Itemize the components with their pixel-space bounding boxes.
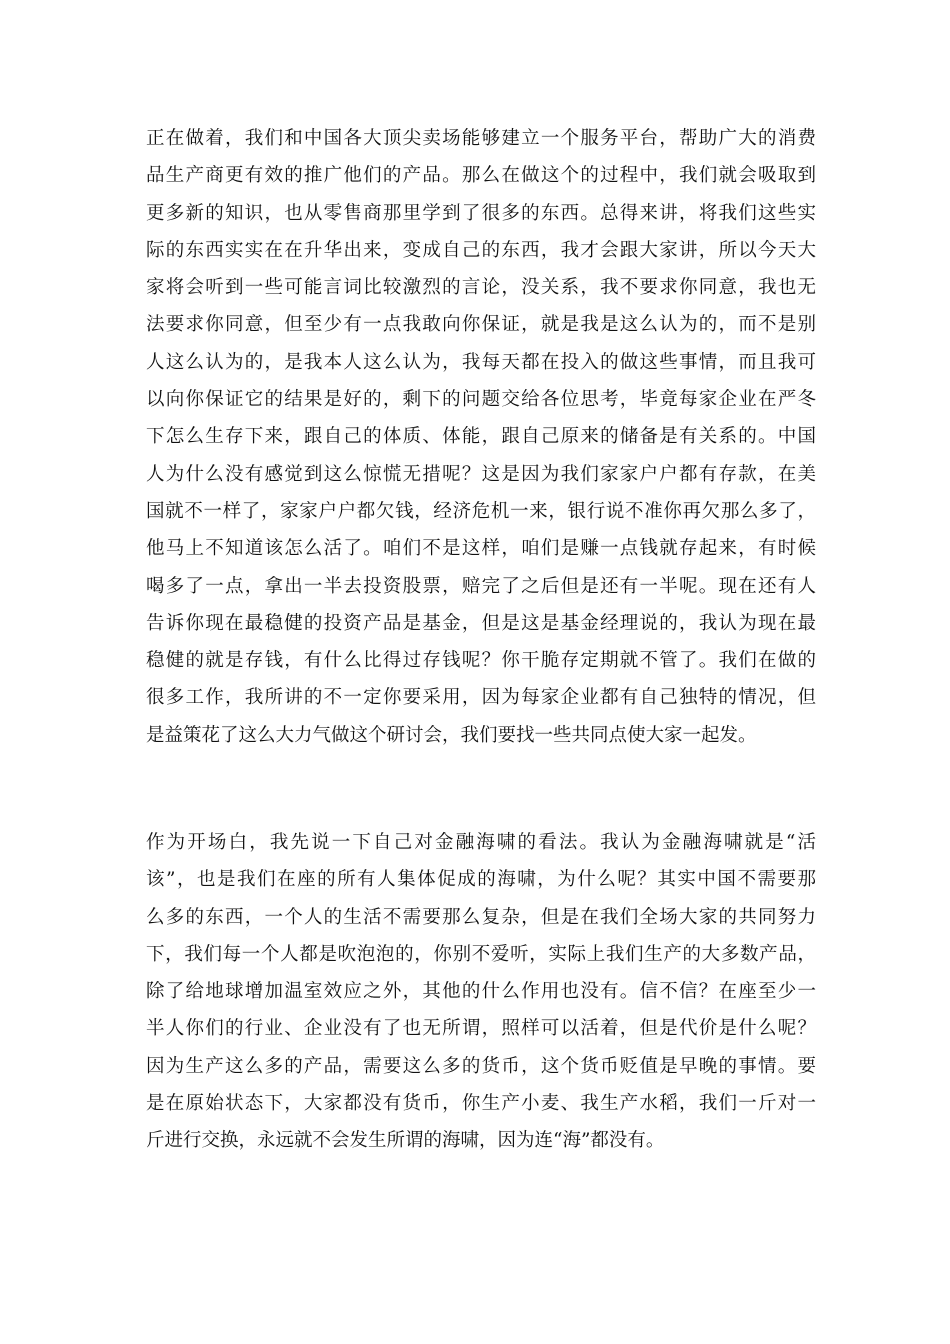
text-line: 是益策花了这么大力气做这个研讨会，我们要找一些共同点使大家一起发。 <box>146 724 757 746</box>
text-line: 法要求你同意，但至少有一点我敢向你保证，就是我是这么认为的，而不是别 <box>146 314 816 336</box>
text-line: 是在原始状态下，大家都没有货币，你生产小麦、我生产水稻，我们一斤对一 <box>146 1093 816 1115</box>
text-line: 家将会听到一些可能言词比较激烈的言论，没关系，我不要求你同意，我也无 <box>146 277 816 299</box>
text-line: 际的东西实实在在升华出来，变成自己的东西，我才会跟大家讲，所以今天大 <box>146 239 816 261</box>
text-line: 他马上不知道该怎么活了。咱们不是这样，咱们是赚一点钱就存起来，有时候 <box>146 538 816 560</box>
text-line: 该”，也是我们在座的所有人集体促成的海啸，为什么呢？其实中国不需要那 <box>146 869 816 891</box>
text-line: 很多工作，我所讲的不一定你要采用，因为每家企业都有自己独特的情况，但 <box>146 687 816 709</box>
text-line: 以向你保证它的结果是好的，剩下的问题交给各位思考，毕竟每家企业在严冬 <box>146 389 816 411</box>
text-line: 人这么认为的，是我本人这么认为，我每天都在投入的做这些事情，而且我可 <box>146 351 816 373</box>
text-line: 人为什么没有感觉到这么惊慌无措呢？这是因为我们家家户户都有存款，在美 <box>146 463 816 485</box>
text-line: 斤进行交换，永远就不会发生所谓的海啸，因为连“海”都没有。 <box>146 1130 665 1152</box>
text-line: 因为生产这么多的产品，需要这么多的货币，这个货币贬值是早晚的事情。要 <box>146 1055 816 1077</box>
text-line: 正在做着，我们和中国各大顶尖卖场能够建立一个服务平台，帮助广大的消费 <box>146 128 816 149</box>
text-line: 下，我们每一个人都是吹泡泡的，你别不爱听，实际上我们生产的大多数产品， <box>146 943 816 965</box>
text-line: 品生产商更有效的推广他们的产品。那么在做这个的过程中，我们就会吸取到 <box>146 165 816 187</box>
paragraph-2 <box>146 824 816 1160</box>
text-line: 国就不一样了，家家户户都欠钱，经济危机一来，银行说不准你再欠那么多了， <box>146 500 816 522</box>
text-line: 更多新的知识，也从零售商那里学到了很多的东西。总得来讲，将我们这些实 <box>146 202 816 224</box>
text-line: 半人你们的行业、企业没有了也无所谓，照样可以活着，但是代价是什么呢？ <box>146 1018 816 1040</box>
text-line: 么多的东西，一个人的生活不需要那么复杂，但是在我们全场大家的共同努力 <box>146 906 816 928</box>
text-line: 作为开场白，我先说一下自己对金融海啸的看法。我认为金融海啸就是“活 <box>146 832 816 853</box>
text-line: 下怎么生存下来，跟自己的体质、体能，跟自己原来的储备是有关系的。中国 <box>146 426 816 448</box>
text-line: 喝多了一点，拿出一半去投资股票，赔完了之后但是还有一半呢。现在还有人 <box>146 575 816 597</box>
text-line: 稳健的就是存钱，有什么比得过存钱呢？你干脆存定期就不管了。我们在做的 <box>146 650 816 672</box>
text-line: 除了给地球增加温室效应之外，其他的什么作用也没有。信不信？在座至少一 <box>146 981 816 1003</box>
text-line: 告诉你现在最稳健的投资产品是基金，但是这是基金经理说的，我认为现在最 <box>146 612 816 634</box>
paragraph-1 <box>146 120 816 754</box>
